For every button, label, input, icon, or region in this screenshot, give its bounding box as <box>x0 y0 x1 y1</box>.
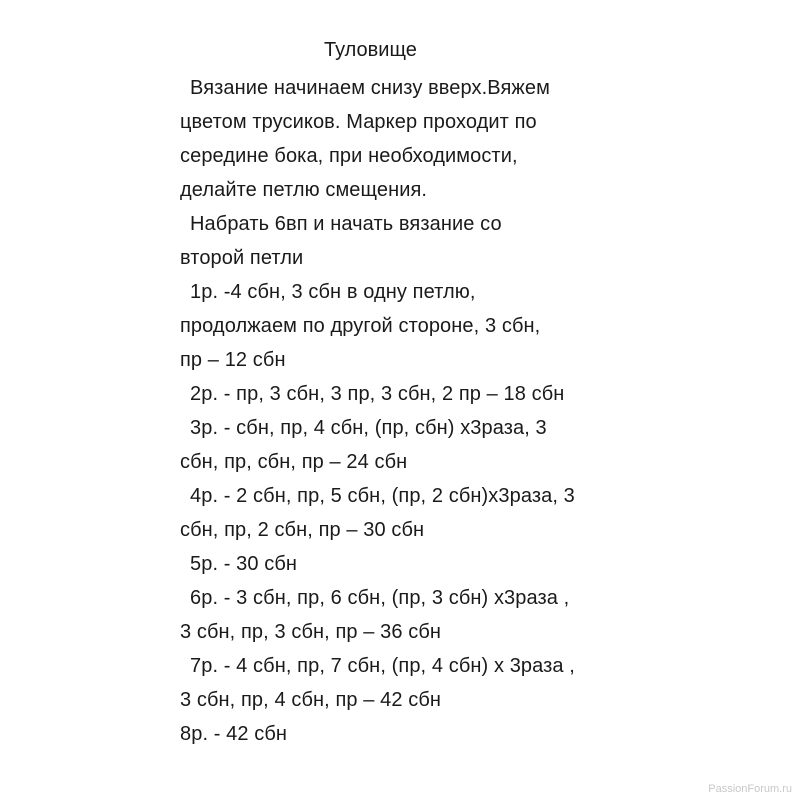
text-line: 1р. -4 сбн, 3 сбн в одну петлю, <box>190 281 476 303</box>
document-title: Туловище <box>324 39 417 61</box>
watermark: PassionForum.ru <box>708 783 792 795</box>
text-line: 7р. - 4 сбн, пр, 7 сбн, (пр, 4 сбн) х 3раза , <box>190 655 575 677</box>
text-line: 6р. - 3 сбн, пр, 6 сбн, (пр, 3 сбн) х3раза , <box>190 587 570 609</box>
text-line: цветом трусиков. Маркер проходит по <box>180 111 537 133</box>
text-line: 4р. - 2 сбн, пр, 5 сбн, (пр, 2 сбн)х3раза, 3 <box>190 485 575 507</box>
text-line: сбн, пр, сбн, пр – 24 сбн <box>180 451 408 473</box>
text-line: 3р. - сбн, пр, 4 сбн, (пр, сбн) х3раза, 3 <box>190 417 547 439</box>
text-line: пр – 12 сбн <box>180 349 286 371</box>
text-line: 3 сбн, пр, 4 сбн, пр – 42 сбн <box>180 689 442 711</box>
text-line: 5р. - 30 сбн <box>190 553 298 575</box>
text-line: 3 сбн, пр, 3 сбн, пр – 36 сбн <box>180 621 442 643</box>
text-line: 2р. - пр, 3 сбн, 3 пр, 3 сбн, 2 пр – 18 сбн <box>190 383 565 405</box>
text-line: середине бока, при необходимости, <box>180 145 518 167</box>
text-line: сбн, пр, 2 сбн, пр – 30 сбн <box>180 519 425 541</box>
text-line: второй петли <box>180 247 304 269</box>
text-line: Вязание начинаем снизу вверх.Вяжем <box>190 77 550 99</box>
text-line: продолжаем по другой стороне, 3 сбн, <box>180 315 541 337</box>
text-line: Набрать 6вп и начать вязание со <box>190 213 502 235</box>
text-line: 8р. - 42 сбн <box>180 723 288 745</box>
text-line: делайте петлю смещения. <box>180 179 428 201</box>
